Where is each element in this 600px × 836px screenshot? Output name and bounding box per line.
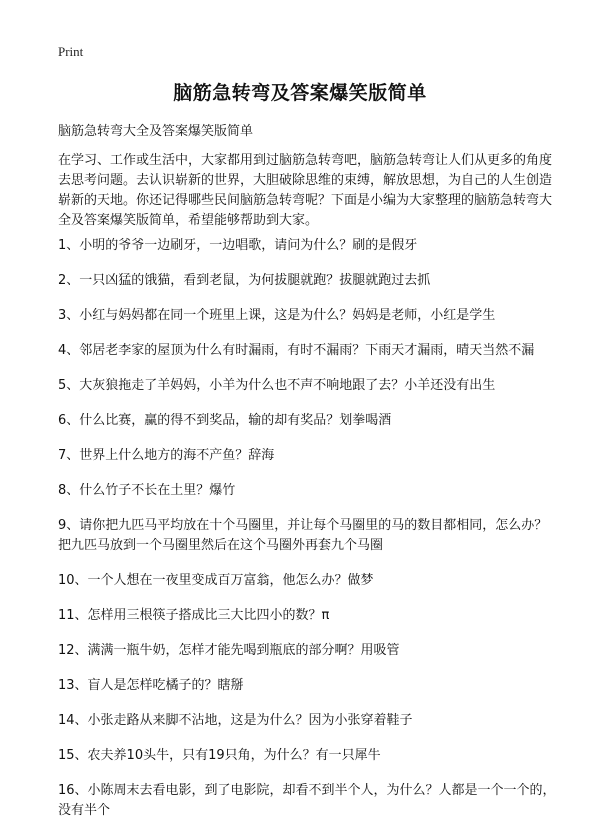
riddle-item: 7、世界上什么地方的海不产鱼？辞海 [58, 448, 275, 463]
riddle-item: 5、大灰狼拖走了羊妈妈，小羊为什么也不声不响地跟了去？小羊还没有出生 [58, 378, 496, 393]
riddle-item: 14、小张走路从来脚不沾地，这是为什么？因为小张穿着鞋子 [58, 713, 413, 728]
riddle-item: 2、一只凶猛的饿猫，看到老鼠，为何拔腿就跑？拔腿就跑过去抓 [58, 273, 431, 288]
document-subtitle: 脑筋急转弯大全及答案爆笑版简单 [58, 124, 254, 139]
page-title: 脑筋急转弯及答案爆笑版简单 [173, 82, 427, 104]
riddle-item: 16、小陈周末去看电影，到了电影院，却看不到半个人，为什么？人都是一个一个的，没有半个 [58, 783, 556, 818]
riddle-item: 15、农夫养10头牛，只有19只角，为什么？有一只犀牛 [58, 748, 381, 763]
riddle-item: 12、满满一瓶牛奶，怎样才能先喝到瓶底的部分啊？用吸管 [58, 643, 400, 658]
intro-paragraph: 在学习、工作或生活中，大家都用到过脑筋急转弯吧，脑筋急转弯让人们从更多的角度去思考问题。去认识崭新的世界，大胆破除思维的束缚，解放思想，为自己的人生创造崭新的天地。你还记得哪些民间脑筋急转弯呢？下面是小编为大家整理的脑筋急转弯大全及答案爆笑版简单，希望能够帮助到大家。 [58, 153, 553, 228]
riddle-item: 11、怎样用三根筷子搭成比三大比四小的数？π [58, 608, 330, 623]
riddle-item: 4、邻居老李家的屋顶为什么有时漏雨，有时不漏雨？下雨天才漏雨，晴天当然不漏 [58, 343, 535, 358]
riddle-item: 3、小红与妈妈都在同一个班里上课，这是为什么？妈妈是老师，小红是学生 [58, 308, 496, 323]
riddle-item: 13、盲人是怎样吃橘子的？瞎掰 [58, 678, 244, 693]
print-link[interactable]: Print [58, 44, 84, 59]
riddle-item: 1、小明的爷爷一边刷牙，一边唱歌，请问为什么？刷的是假牙 [58, 238, 418, 253]
riddle-item: 10、一个人想在一夜里变成百万富翁，他怎么办？做梦 [58, 573, 374, 588]
riddle-list [58, 236, 558, 836]
riddle-item: 6、什么比赛，赢的得不到奖品，输的却有奖品？划拳喝酒 [58, 413, 392, 428]
riddle-item: 8、什么竹子不长在土里？爆竹 [58, 483, 236, 498]
riddle-item: 9、请你把九匹马平均放在十个马圈里，并让每个马圈里的马的数目都相同，怎么办？把九匹马放到一个马圈里然后在这个马圈外再套九个马圈 [58, 518, 548, 553]
